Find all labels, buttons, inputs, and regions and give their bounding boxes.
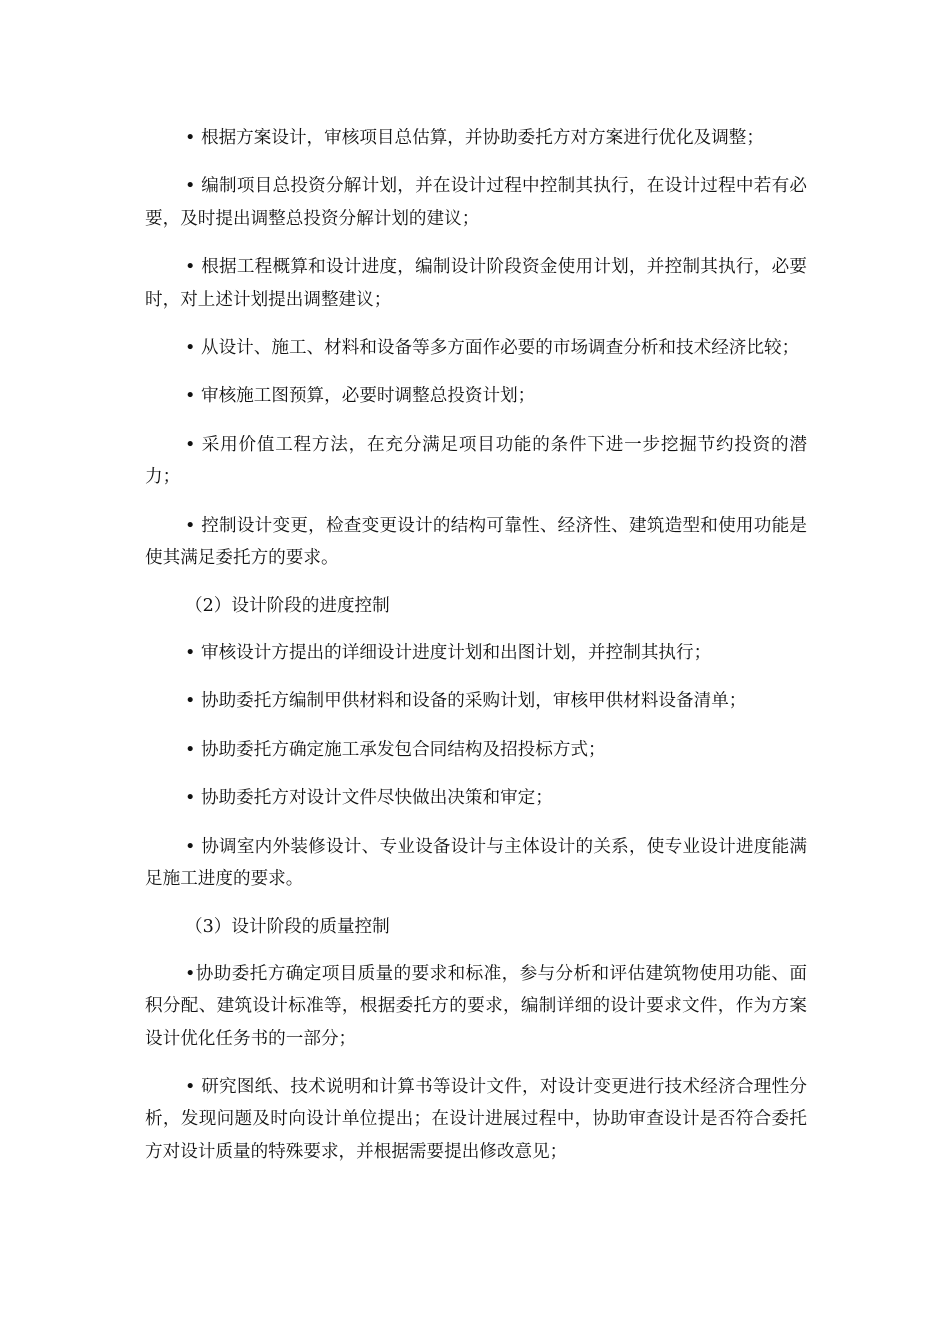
paragraph-4: • 从设计、施工、材料和设备等多方面作必要的市场调查分析和技术经济比较； <box>185 338 800 359</box>
paragraph-2: • 编制项目总投资分解计划，并在设计过程中控制其执行，在设计过程中若有必要，及时提出调整总投资分解计划的建议； <box>145 176 807 229</box>
paragraph-14: • 研究图纸、技术说明和计算书等设计文件，对设计变更进行技术经济合理性分析，发现问题及时向设计单位提出；在设计进展过程中，协助审查设计是否符合委托方对设计质量的特殊要求，并根据需要提出修改意见； <box>145 1076 807 1162</box>
paragraph-11: • 协助委托方对设计文件尽快做出决策和审定； <box>185 788 553 809</box>
paragraph-3: • 根据工程概算和设计进度，编制设计阶段资金使用计划，并控制其执行，必要时，对上述计划提出调整建议； <box>145 257 807 310</box>
paragraph-13: •协助委托方确定项目质量的要求和标准，参与分析和评估建筑物使用功能、面积分配、建筑设计标准等，根据委托方的要求，编制详细的设计要求文件，作为方案设计优化任务书的一部分； <box>145 963 807 1049</box>
section-heading-quality-control: （3）设计阶段的质量控制 <box>185 917 390 938</box>
paragraph-9: • 协助委托方编制甲供材料和设备的采购计划，审核甲供材料设备清单； <box>185 691 747 712</box>
paragraph-12: • 协调室内外装修设计、专业设备设计与主体设计的关系，使专业设计进度能满足施工进度的要求。 <box>145 836 807 889</box>
paragraph-7: • 控制设计变更，检查变更设计的结构可靠性、经济性、建筑造型和使用功能是使其满足委托方的要求。 <box>145 515 807 569</box>
paragraph-8: • 审核设计方提出的详细设计进度计划和出图计划，并控制其执行； <box>185 642 712 663</box>
paragraph-10: • 协助委托方确定施工承发包合同结构及招投标方式； <box>185 739 606 760</box>
paragraph-5: • 审核施工图预算，必要时调整总投资计划； <box>185 386 536 407</box>
section-heading-progress-control: （2）设计阶段的进度控制 <box>185 596 390 617</box>
paragraph-6: • 采用价值工程方法，在充分满足项目功能的条件下进一步挖掘节约投资的潜力； <box>145 434 807 488</box>
paragraph-1: • 根据方案设计，审核项目总估算，并协助委托方对方案进行优化及调整； <box>185 128 764 148</box>
document-body <box>145 122 807 1184</box>
